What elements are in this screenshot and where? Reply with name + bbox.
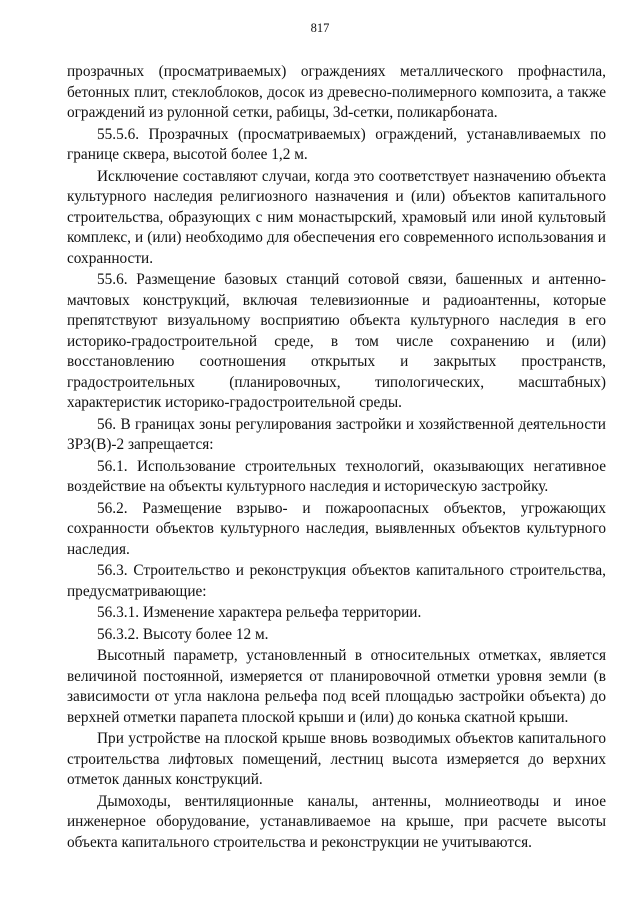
paragraph-55-6: 55.6. Размещение базовых станций сотовой связи, башенных и антенно-мачтовых конструкций, включая телевизионные и радиоантенны, которые препятствуют визуальному восприятию объекта культурного наследия в его историко-градостроительной среде, в том числе сохранению и (или) восстановлению соотношения открытых и закрытых пространств, градостроительных (планировочных, типологических, масштабных) характеристик историко-градостроительной среды. bbox=[67, 271, 606, 411]
paragraph-height-parameter: Высотный параметр, установленный в относительных отметках, является величиной постоянной, измеряется от планировочной отметки уровня земли (в зависимости от угла наклона рельефа под всей площадью застройки объекта) до верхней отметки парапета плоской крыши и (или) до конька скатной крыши. bbox=[67, 647, 606, 726]
paragraph-continuation: прозрачных (просматриваемых) ограждениях металлического профнастила, бетонных плит, стеклоблоков, досок из древесно-полимерного композита, а также ограждений из рулонной сетки, рабицы, 3d-сетки, поликарбоната. bbox=[67, 63, 606, 121]
paragraph-56-3-1: 56.3.1. Изменение характера рельефа территории. bbox=[97, 604, 422, 621]
page-number: 817 bbox=[310, 21, 330, 35]
paragraph-56-2: 56.2. Размещение взрыво- и пожароопасных объектов, угрожающих сохранности объектов культурного наследия, выявленных объектов культурного наследия. bbox=[67, 499, 606, 558]
paragraph-roof-equipment: Дымоходы, вентиляционные каналы, антенны, молниеотводы и иное инженерное оборудование, устанавливаемое на крыше, при расчете высоты объекта капитального строительства и реконструкции не учитываются. bbox=[67, 792, 606, 851]
paragraph-55-5-6: 55.5.6. Прозрачных (просматриваемых) ограждений, устанавливаемых по границе сквера, высотой более 1,2 м. bbox=[67, 125, 606, 163]
paragraph-56-1: 56.1. Использование строительных технологий, оказывающих негативное воздействие на объекты культурного наследия и историческую застройку. bbox=[67, 457, 606, 495]
paragraph-56-3-2: 56.3.2. Высоту более 12 м. bbox=[97, 625, 269, 643]
paragraph-56-3: 56.3. Строительство и реконструкция объектов капитального строительства, предусматривающие: bbox=[67, 562, 606, 600]
paragraph-exception: Исключение составляют случаи, когда это соответствует назначению объекта культурного наследия религиозного назначения и (или) объектов капитального строительства, образующих с ним монастырский, храмовый или иной культовый комплекс, и (или) необходимо для обеспечения его современного использования и сохранности. bbox=[67, 167, 606, 267]
paragraph-flat-roof: При устройстве на плоской крыше вновь возводимых объектов капитального строительства лифтовых помещений, лестниц высота измеряется до верхних отметок данных конструкций. bbox=[67, 730, 606, 788]
document-body bbox=[67, 62, 606, 854]
paragraph-56: 56. В границах зоны регулирования застройки и хозяйственной деятельности ЗРЗ(В)-2 запрещается: bbox=[67, 415, 606, 453]
